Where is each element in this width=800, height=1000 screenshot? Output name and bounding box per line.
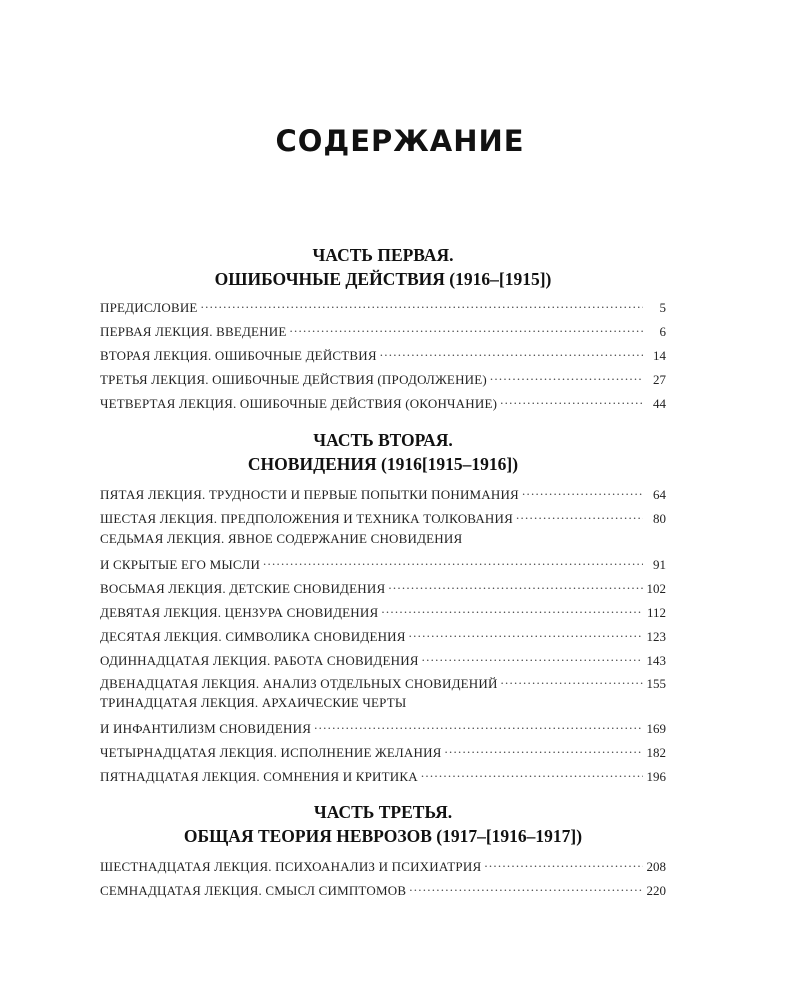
part-heading-label: ЧАСТЬ ВТОРАЯ. bbox=[313, 430, 453, 450]
part-heading-title: ОБЩАЯ ТЕОРИЯ НЕВРОЗОВ (1917–[1916–1917]) bbox=[183, 826, 583, 846]
toc-entry-title: ЧЕТЫРНАДЦАТАЯ ЛЕКЦИЯ. ИСПОЛНЕНИЕ ЖЕЛАНИЯ bbox=[100, 745, 442, 760]
dot-leader bbox=[388, 577, 643, 593]
toc-entry-title: И СКРЫТЫЕ ЕГО МЫСЛИ bbox=[100, 557, 261, 572]
toc-entry-page: 196 bbox=[646, 769, 666, 784]
toc-entry-title: ПЕРВАЯ ЛЕКЦИЯ. ВВЕДЕНИЕ bbox=[100, 324, 287, 339]
toc-entry-title: ОДИННАДЦАТАЯ ЛЕКЦИЯ. РАБОТА СНОВИДЕНИЯ bbox=[100, 653, 419, 668]
toc-entry[interactable] bbox=[100, 296, 666, 318]
toc-entry[interactable] bbox=[100, 368, 666, 390]
dot-leader bbox=[381, 601, 643, 617]
toc-entry[interactable] bbox=[100, 695, 666, 739]
part-heading-3 bbox=[100, 800, 666, 848]
dot-leader bbox=[445, 741, 643, 757]
dot-leader bbox=[314, 717, 643, 733]
dot-leader bbox=[522, 483, 643, 499]
toc-entry-page: 143 bbox=[646, 653, 666, 668]
toc-entry-title: ДЕСЯТАЯ ЛЕКЦИЯ. СИМВОЛИКА СНОВИДЕНИЯ bbox=[100, 629, 406, 644]
toc-entry-page: 44 bbox=[653, 396, 666, 411]
dot-leader bbox=[421, 765, 643, 781]
toc-entry[interactable] bbox=[100, 483, 666, 505]
toc-entry-title: ТРЕТЬЯ ЛЕКЦИЯ. ОШИБОЧНЫЕ ДЕЙСТВИЯ (ПРОДОЛЖЕНИЕ) bbox=[100, 372, 487, 387]
toc-entry-title-line: ТРИНАДЦАТАЯ ЛЕКЦИЯ. АРХАИЧЕСКИЕ ЧЕРТЫ bbox=[100, 695, 407, 710]
dot-leader bbox=[380, 344, 643, 360]
toc-entry-page: 6 bbox=[659, 324, 666, 339]
dot-leader bbox=[484, 855, 643, 871]
toc-entry-title: ВОСЬМАЯ ЛЕКЦИЯ. ДЕТСКИЕ СНОВИДЕНИЯ bbox=[100, 581, 386, 596]
toc-entry-page: 5 bbox=[659, 300, 666, 315]
toc-entry-page: 123 bbox=[646, 629, 666, 644]
dot-leader bbox=[201, 296, 643, 312]
dot-leader bbox=[516, 507, 643, 523]
toc-entry-title: СЕМНАДЦАТАЯ ЛЕКЦИЯ. СМЫСЛ СИМПТОМОВ bbox=[100, 883, 407, 898]
toc-entry-page: 14 bbox=[653, 348, 666, 363]
toc-entry-title: ЧЕТВЕРТАЯ ЛЕКЦИЯ. ОШИБОЧНЫЕ ДЕЙСТВИЯ (ОКОНЧАНИЕ) bbox=[100, 396, 498, 411]
toc-entry-page: 80 bbox=[653, 511, 666, 526]
toc-entry-page: 208 bbox=[646, 859, 666, 874]
toc-entry-page: 102 bbox=[646, 581, 666, 596]
toc-entry-title: ПЯТАЯ ЛЕКЦИЯ. ТРУДНОСТИ И ПЕРВЫЕ ПОПЫТКИ ПОНИМАНИЯ bbox=[100, 487, 519, 502]
dot-leader bbox=[263, 553, 643, 569]
part-heading-label: ЧАСТЬ ТРЕТЬЯ. bbox=[313, 802, 453, 822]
part-heading-label: ЧАСТЬ ПЕРВАЯ. bbox=[312, 245, 454, 265]
toc-entry[interactable] bbox=[100, 507, 666, 529]
dot-leader bbox=[500, 392, 643, 408]
toc-entry[interactable] bbox=[100, 601, 666, 623]
toc-entry[interactable] bbox=[100, 855, 666, 877]
page-title: СОДЕРЖАНИЕ bbox=[275, 124, 525, 158]
toc-entry[interactable] bbox=[100, 765, 666, 787]
toc-entry[interactable] bbox=[100, 344, 666, 366]
toc-entry-title: ДЕВЯТАЯ ЛЕКЦИЯ. ЦЕНЗУРА СНОВИДЕНИЯ bbox=[100, 605, 379, 620]
toc-entry[interactable] bbox=[100, 879, 666, 901]
toc-entry-title: ДВЕНАДЦАТАЯ ЛЕКЦИЯ. АНАЛИЗ ОТДЕЛЬНЫХ СНОВИДЕНИЙ bbox=[100, 676, 498, 691]
toc-entry[interactable] bbox=[100, 320, 666, 342]
toc-entry-title: ПРЕДИСЛОВИЕ bbox=[100, 300, 198, 315]
toc-entry-page: 64 bbox=[653, 487, 666, 502]
toc-entry-page: 155 bbox=[646, 676, 666, 691]
dot-leader bbox=[409, 625, 643, 641]
toc-entry-title: ШЕСТНАДЦАТАЯ ЛЕКЦИЯ. ПСИХОАНАЛИЗ И ПСИХИАТРИЯ bbox=[100, 859, 482, 874]
toc-entry-title: И ИНФАНТИЛИЗМ СНОВИДЕНИЯ bbox=[100, 721, 312, 736]
part-heading-title: ОШИБОЧНЫЕ ДЕЙСТВИЯ (1916–[1915]) bbox=[214, 269, 552, 289]
toc-entry-page: 27 bbox=[653, 372, 666, 387]
toc-entry[interactable] bbox=[100, 392, 666, 414]
toc-entry[interactable] bbox=[100, 741, 666, 763]
toc-entry[interactable] bbox=[100, 531, 666, 575]
toc-entry-page: 91 bbox=[653, 557, 666, 572]
toc-entry-title: ШЕСТАЯ ЛЕКЦИЯ. ПРЕДПОЛОЖЕНИЯ И ТЕХНИКА ТОЛКОВАНИЯ bbox=[100, 511, 513, 526]
toc-entry[interactable] bbox=[100, 649, 666, 671]
part-heading-title: СНОВИДЕНИЯ (1916[1915–1916]) bbox=[247, 454, 519, 474]
toc-entry-page: 169 bbox=[646, 721, 666, 736]
toc-entry[interactable] bbox=[100, 672, 666, 694]
toc-entry-page: 182 bbox=[646, 745, 666, 760]
part-heading-2 bbox=[100, 428, 666, 476]
toc-entry-page: 112 bbox=[646, 605, 666, 620]
part-heading-1 bbox=[100, 243, 666, 291]
toc-entry-page: 220 bbox=[646, 883, 666, 898]
dot-leader bbox=[290, 320, 643, 336]
toc-entry-title: ВТОРАЯ ЛЕКЦИЯ. ОШИБОЧНЫЕ ДЕЙСТВИЯ bbox=[100, 348, 377, 363]
toc-entry[interactable] bbox=[100, 577, 666, 599]
toc-entry-title: ПЯТНАДЦАТАЯ ЛЕКЦИЯ. СОМНЕНИЯ И КРИТИКА bbox=[100, 769, 418, 784]
dot-leader bbox=[490, 368, 643, 384]
dot-leader bbox=[422, 649, 643, 665]
toc-entry[interactable] bbox=[100, 625, 666, 647]
dot-leader bbox=[409, 879, 643, 895]
dot-leader bbox=[501, 672, 643, 688]
toc-entry-title-line: СЕДЬМАЯ ЛЕКЦИЯ. ЯВНОЕ СОДЕРЖАНИЕ СНОВИДЕНИЯ bbox=[100, 531, 463, 546]
